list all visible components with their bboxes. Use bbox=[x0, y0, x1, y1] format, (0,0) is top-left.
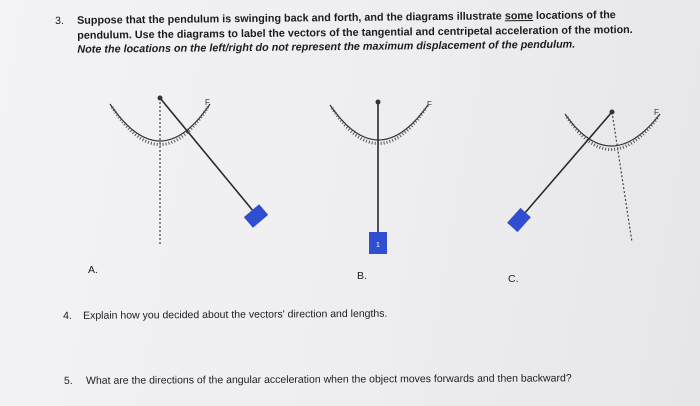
pivot-a bbox=[158, 96, 163, 101]
diagram-b-label: B. bbox=[357, 270, 367, 282]
question-4-number: 4. bbox=[63, 309, 72, 322]
question-3-note: Note the locations on the left/right do not represent the maximum displacement of the pendulum. bbox=[77, 38, 576, 56]
arc-scale-c bbox=[565, 114, 660, 146]
question-5-text: What are the directions of the angular acceleration when the object moves forwards and then backward? bbox=[86, 372, 572, 387]
pendulum-diagram-a bbox=[110, 96, 268, 247]
mass-c bbox=[507, 208, 531, 232]
diagram-a-label: A. bbox=[88, 264, 98, 276]
underlined-word: some bbox=[504, 9, 534, 23]
arc-end-label-c: F bbox=[654, 108, 659, 117]
arc-ticks-c bbox=[567, 117, 658, 150]
vertical-reference-c bbox=[612, 112, 632, 242]
string-c bbox=[524, 112, 612, 214]
arc-end-label-a: F bbox=[205, 98, 210, 107]
mass-label-b: 1 bbox=[376, 242, 380, 249]
arc-scale-b bbox=[330, 105, 428, 140]
arc-ticks-b bbox=[332, 108, 426, 144]
string-a bbox=[160, 98, 254, 212]
mass-a bbox=[244, 204, 268, 228]
question-3-number: 3. bbox=[55, 14, 64, 27]
arc-end-label-b: F bbox=[427, 100, 432, 109]
question-4-text: Explain how you decided about the vectors' direction and lengths. bbox=[83, 307, 388, 322]
question-3-line-2: pendulum. Use the diagrams to label the vectors of the tangential and centripetal acceleration of the motion. bbox=[77, 23, 633, 42]
pivot-b bbox=[376, 100, 381, 105]
pivot-c bbox=[610, 110, 615, 115]
pendulum-diagram-c bbox=[507, 108, 660, 242]
question-3-line-1: Suppose that the pendulum is swinging back and forth, and the diagrams illustrate some locations of the bbox=[77, 9, 616, 27]
diagram-c-label: C. bbox=[508, 273, 519, 285]
question-5-number: 5. bbox=[64, 374, 73, 387]
pendulum-diagram-b bbox=[330, 100, 432, 255]
